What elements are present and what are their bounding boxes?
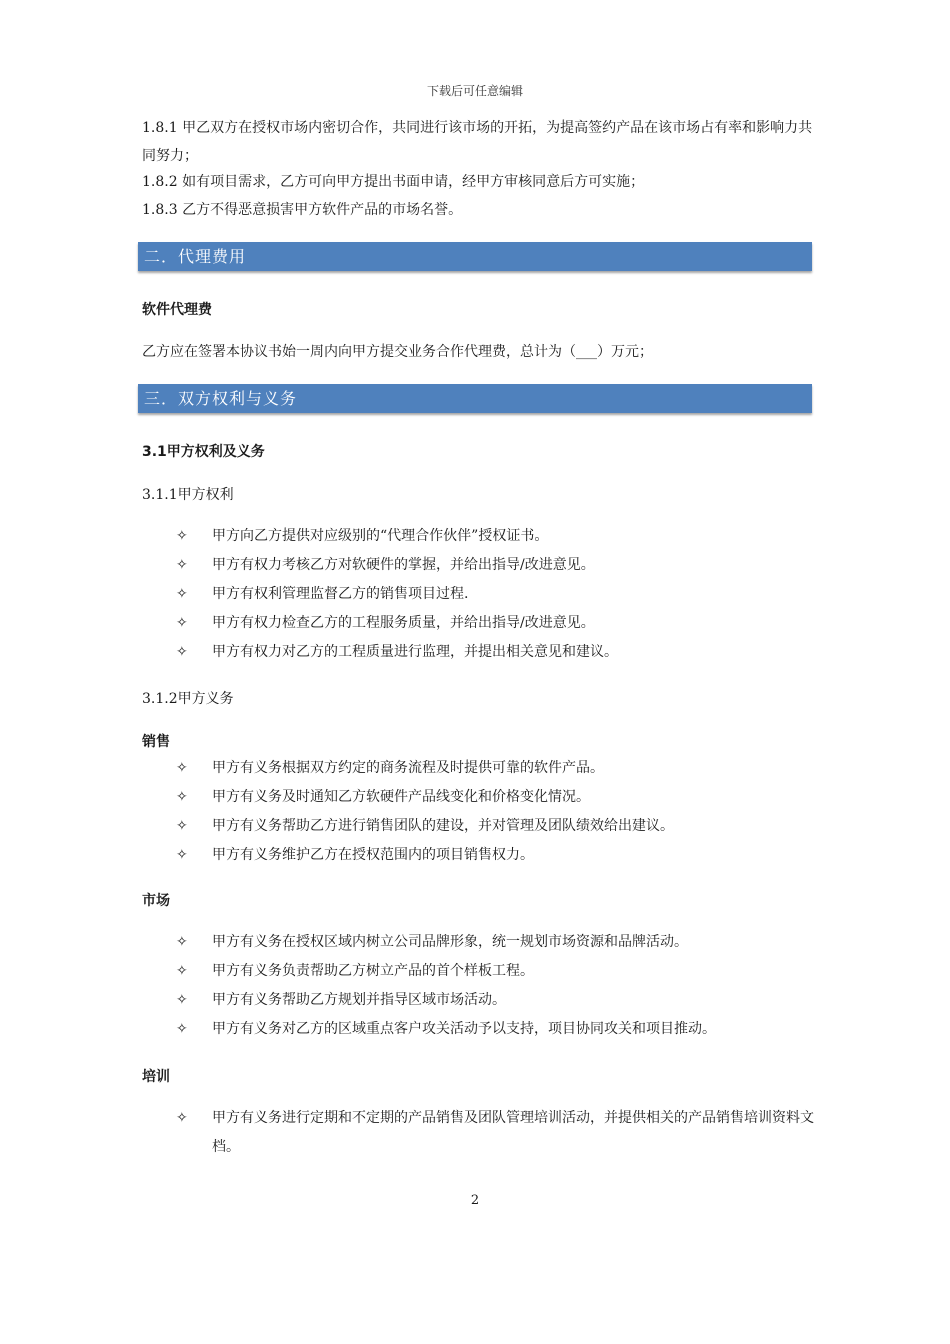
clause-1-8-3: 1.8.3 乙方不得恶意损害甲方软件产品的市场名誉。 xyxy=(142,202,463,218)
subheading-3-1: 3.1甲方权利及义务 xyxy=(142,444,265,460)
clause-1-8-1: 1.8.1 甲乙双方在授权市场内密切合作，共同进行该市场的开拓，为提高签约产品在该市场占有率和影响力共同努力； xyxy=(142,120,813,164)
bullet-icon: ✧ xyxy=(176,818,188,834)
list-item: ✧ 甲方有义务进行定期和不定期的产品销售及团队管理培训活动，并提供相关的产品销售培训资料文档。 xyxy=(176,1104,816,1162)
bullet-icon: ✧ xyxy=(176,528,188,544)
list-item: ✧ 甲方有义务在授权区域内树立公司品牌形象，统一规划市场资源和品牌活动。 xyxy=(176,928,816,957)
bullet-icon: ✧ xyxy=(176,760,188,776)
list-item: ✧ 甲方有权力检查乙方的工程服务质量，并给出指导/改进意见。 xyxy=(176,609,816,638)
subheading-sales: 销售 xyxy=(142,734,170,750)
list-item: ✧ 甲方有义务帮助乙方进行销售团队的建设，并对管理及团队绩效给出建议。 xyxy=(176,812,816,841)
list-item: ✧ 甲方有义务对乙方的区域重点客户攻关活动予以支持，项目协同攻关和项目推动。 xyxy=(176,1015,816,1044)
bullet-icon: ✧ xyxy=(176,963,188,979)
list-item: ✧ 甲方有义务及时通知乙方软硬件产品线变化和价格变化情况。 xyxy=(176,783,816,812)
subheading-training: 培训 xyxy=(142,1069,170,1085)
bullet-icon: ✧ xyxy=(176,586,188,602)
agency-fee-body: 乙方应在签署本协议书始一周内向甲方提交业务合作代理费，总计为（___）万元； xyxy=(142,344,653,360)
subheading-3-1-2: 3.1.2甲方义务 xyxy=(142,691,234,707)
bullet-icon: ✧ xyxy=(176,934,188,950)
subheading-software-agency-fee: 软件代理费 xyxy=(142,302,212,318)
bullet-icon: ✧ xyxy=(176,789,188,805)
list-item: ✧ 甲方有权力考核乙方对软硬件的掌握，并给出指导/改进意见。 xyxy=(176,551,816,580)
bullet-icon: ✧ xyxy=(176,615,188,631)
list-item: ✧ 甲方有权力对乙方的工程质量进行监理，并提出相关意见和建议。 xyxy=(176,638,816,667)
clause-1-8-2: 1.8.2 如有项目需求，乙方可向甲方提出书面申请，经甲方审核同意后方可实施； xyxy=(142,174,645,190)
bullet-icon: ✧ xyxy=(176,1110,188,1126)
section-heading-agency-fee: 二．代理费用 xyxy=(138,242,812,271)
list-item: ✧ 甲方有义务帮助乙方规划并指导区域市场活动。 xyxy=(176,986,816,1015)
list-item: ✧ 甲方有义务维护乙方在授权范围内的项目销售权力。 xyxy=(176,841,816,870)
bullet-icon: ✧ xyxy=(176,847,188,863)
subheading-market: 市场 xyxy=(142,893,170,909)
bullet-icon: ✧ xyxy=(176,557,188,573)
page-number: 2 xyxy=(470,1193,480,1208)
list-item: ✧ 甲方有权利管理监督乙方的销售项目过程. xyxy=(176,580,816,609)
bullet-icon: ✧ xyxy=(176,992,188,1008)
list-item: ✧ 甲方有义务根据双方约定的商务流程及时提供可靠的软件产品。 xyxy=(176,754,816,783)
bullet-icon: ✧ xyxy=(176,1021,188,1037)
header-note: 下载后可任意编辑 xyxy=(426,84,523,98)
list-item: ✧ 甲方向乙方提供对应级别的“代理合作伙伴”授权证书。 xyxy=(176,522,816,551)
section-heading-rights-obligations: 三．双方权利与义务 xyxy=(138,384,812,413)
subheading-3-1-1: 3.1.1甲方权利 xyxy=(142,487,234,503)
list-item: ✧ 甲方有义务负责帮助乙方树立产品的首个样板工程。 xyxy=(176,957,816,986)
bullet-icon: ✧ xyxy=(176,644,188,660)
